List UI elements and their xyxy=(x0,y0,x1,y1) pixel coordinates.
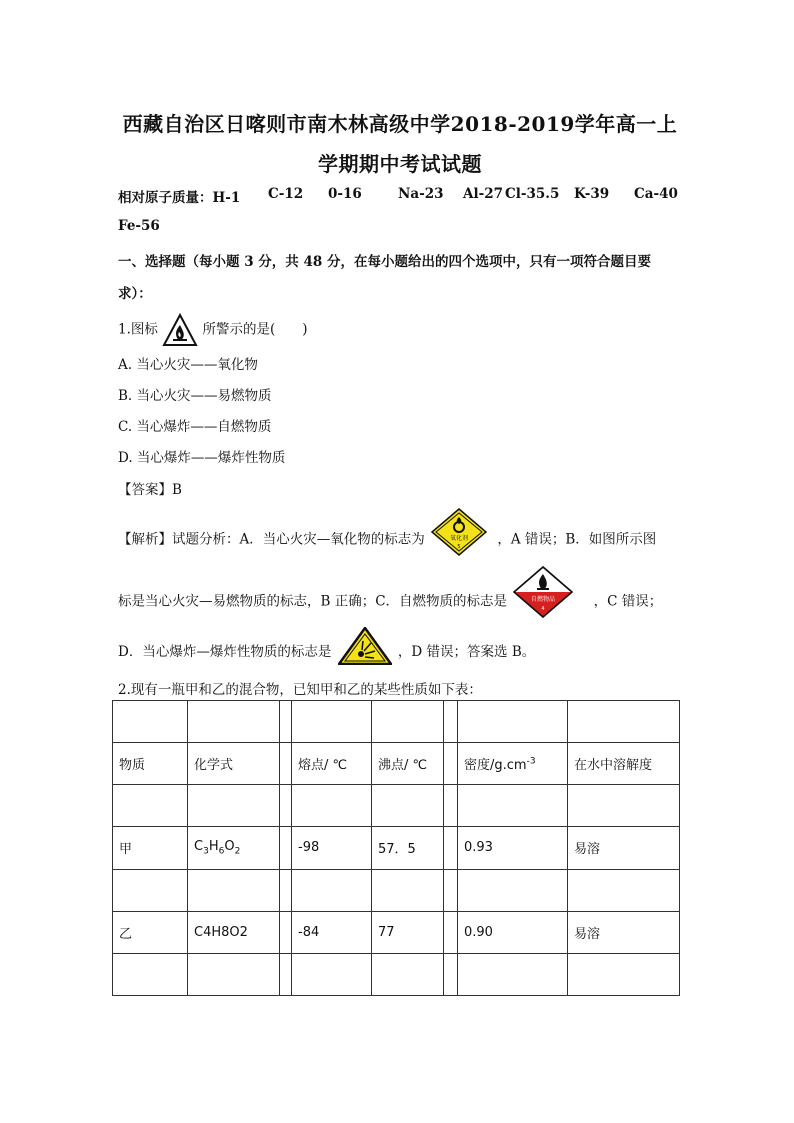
cell-density: 0.93 xyxy=(458,827,568,869)
cell-bp: 57．5 xyxy=(372,827,444,869)
mass-item: C-12 xyxy=(268,186,304,202)
density-unit-sup: -3 xyxy=(526,756,536,767)
section-heading: 一、选择题（每小题 3 分，共 48 分，在每小题给出的四个选项中，只有一项符合题目要 xyxy=(118,254,651,270)
table-row xyxy=(113,701,680,743)
q1-suffix: 所警示的是( ) xyxy=(202,321,308,338)
properties-table xyxy=(112,700,680,996)
mass-label: 相对原子质量：H-1 xyxy=(118,190,241,206)
header-cell: 沸点/ ℃ xyxy=(372,743,444,785)
mass-item: 0-16 xyxy=(328,186,362,202)
explanation-line-1 xyxy=(118,524,656,556)
formula-sub: 6 xyxy=(218,846,225,857)
header-cell xyxy=(458,743,568,785)
oxidizer-label: 氧化剂 xyxy=(450,535,469,542)
cell-solubility: 易溶 xyxy=(568,827,680,869)
explanation-text: ，D 错误；答案选 B。 xyxy=(397,644,536,660)
cell-formula: C4H8O2 xyxy=(188,911,280,953)
section-heading-cont: 求）： xyxy=(118,286,152,302)
explanation-text: 标是当心火灾—易燃物质的标志，B 正确；C．自燃物质的标志是 xyxy=(118,593,508,610)
cell-bp: 77 xyxy=(372,911,444,953)
table-row xyxy=(113,869,680,911)
answer: 【答案】B xyxy=(118,482,182,498)
flammable-warning-icon xyxy=(162,313,198,347)
table-row xyxy=(113,911,680,953)
mass-item: Ca-40 xyxy=(634,186,678,202)
explanation-text: ，C 错误； xyxy=(593,593,663,610)
option-d: D. 当心爆炸——爆炸性物质 xyxy=(118,450,286,466)
header-cell: 熔点/ ℃ xyxy=(292,743,372,785)
cell-solubility: 易溶 xyxy=(568,911,680,953)
cell-mp: -84 xyxy=(292,911,372,953)
spontaneous-label: 自燃物品 xyxy=(531,596,556,603)
question-1 xyxy=(118,313,308,347)
header-cell: 物质 xyxy=(113,743,188,785)
option-c: C. 当心爆炸——自燃物质 xyxy=(118,419,272,435)
table-header-row xyxy=(113,743,680,785)
q1-prefix: 1.图标 xyxy=(118,321,158,338)
explosive-warning-icon xyxy=(338,627,392,665)
mass-item-overflow: Fe-56 xyxy=(118,218,160,234)
mass-item: Cl-35.5 xyxy=(505,186,560,202)
explanation-text: ，A 错误；B．如图所示图 xyxy=(497,531,657,548)
cell-formula xyxy=(188,827,280,869)
title-line-1: 西藏自治区日喀则市南木林高级中学2018-2019学年高一上 xyxy=(122,112,678,136)
question-2: 2.现有一瓶甲和乙的混合物，已知甲和乙的某些性质如下表： xyxy=(118,682,482,698)
explanation-line-2 xyxy=(118,586,662,618)
option-a: A. 当心火灾——氧化物 xyxy=(118,357,258,373)
spontaneous-combustion-sign-icon xyxy=(513,566,573,618)
cell-mp: -98 xyxy=(292,827,372,869)
table-row xyxy=(113,785,680,827)
formula-sub: 2 xyxy=(234,846,241,857)
explanation-text: 【解析】试题分析：A．当心火灾—氧化物的标志为 xyxy=(118,531,425,548)
option-b: B. 当心火灾——易燃物质 xyxy=(118,388,272,404)
density-header: 密度/g.cm xyxy=(464,758,527,774)
header-cell: 化学式 xyxy=(188,743,280,785)
header-cell: 在水中溶解度 xyxy=(568,743,680,785)
oxidizer-sign-icon xyxy=(431,508,487,556)
cell-name: 乙 xyxy=(113,911,188,953)
formula-part: C xyxy=(194,839,204,855)
formula-sub: 3 xyxy=(203,846,209,857)
mass-item: Na-23 xyxy=(398,186,444,202)
mass-item: K-39 xyxy=(574,186,610,202)
cell-density: 0.90 xyxy=(458,911,568,953)
table-row xyxy=(113,953,680,995)
table-row xyxy=(113,827,680,869)
cell-name: 甲 xyxy=(113,827,188,869)
mass-item: Al-27 xyxy=(463,186,503,202)
formula-part: H xyxy=(208,839,219,855)
formula-part: O xyxy=(224,839,235,855)
explanation-text: D．当心爆炸—爆炸性物质的标志是 xyxy=(118,644,332,660)
title-line-2: 学期期中考试试题 xyxy=(318,152,482,176)
oxidizer-class: 5 xyxy=(457,544,461,550)
explanation-line-3 xyxy=(118,640,535,665)
spontaneous-class: 4 xyxy=(541,606,545,612)
